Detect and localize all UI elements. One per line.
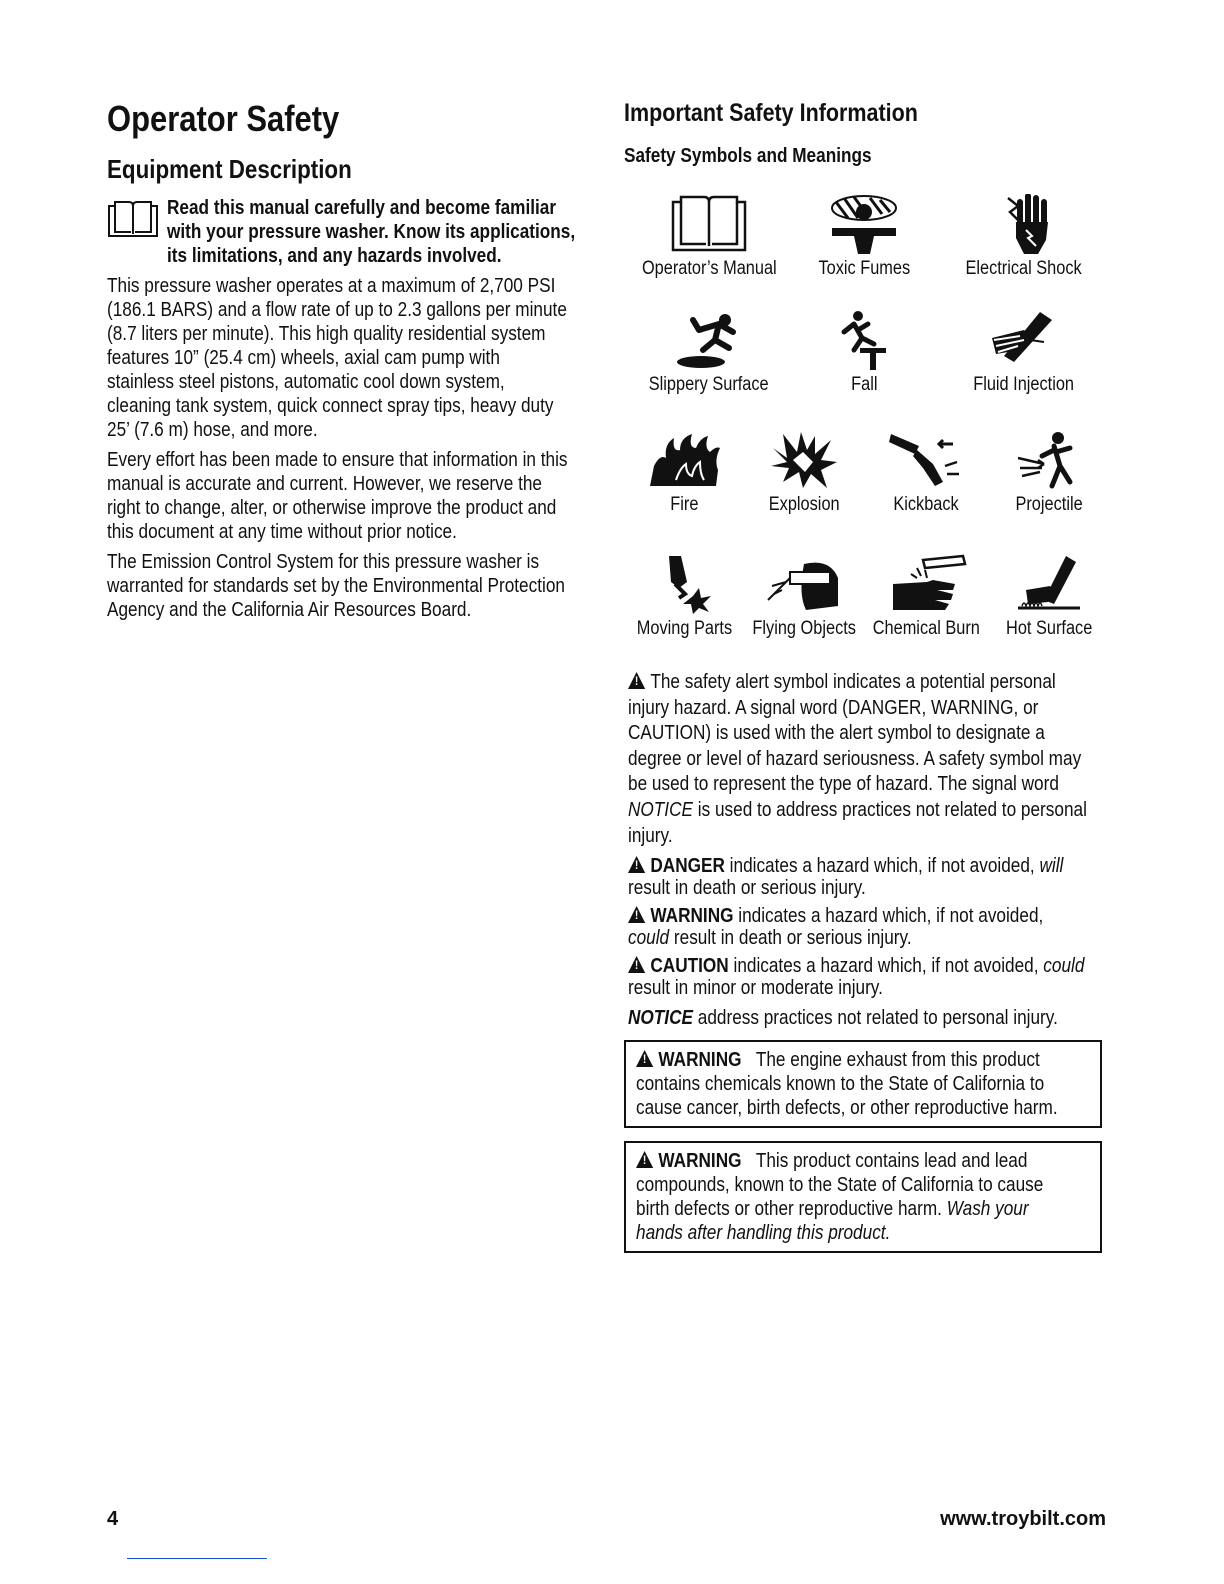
signal-word: NOTICE (628, 1007, 693, 1030)
caution-definition (628, 955, 1087, 999)
text-line: compounds, known to the State of California to cause (636, 1174, 1044, 1196)
emission-paragraph (107, 550, 565, 622)
text-line: This pressure washer operates at a maximum of 2,700 PSI (107, 275, 556, 297)
text-span: This product contains lead and lead (755, 1150, 1028, 1172)
symbol-label: Operator’s Manual (641, 258, 777, 279)
page-title: Operator Safety (107, 98, 340, 139)
symbol-kickback (864, 430, 989, 516)
emphasis: Wash your (946, 1198, 1029, 1220)
safety-alert-icon (636, 1151, 653, 1168)
text-line: CAUTION) is used with the alert symbol to designate a (628, 722, 1045, 745)
safety-alert-icon (636, 1050, 653, 1067)
text-line: degree or level of hazard seriousness. A safety symbol may (628, 747, 1082, 770)
lead-line: Read this manual carefully and become familiar (167, 197, 557, 219)
symbol-projectile (989, 430, 1109, 516)
signal-word: WARNING (650, 905, 734, 928)
emphasis: will (1039, 855, 1064, 878)
text-line: injury hazard. A signal word (DANGER, WARNING, or (628, 696, 1039, 719)
section-heading-safety-info: Important Safety Information (624, 99, 918, 127)
symbol-row (624, 554, 1109, 654)
safety-alert-icon (628, 906, 645, 923)
fluid-injection-icon (984, 310, 1064, 370)
text-line: The Emission Control System for this pressure washer is (107, 551, 540, 573)
text-line: manual is accurate and current. However, we reserve the (107, 473, 542, 495)
text-line: Every effort has been made to ensure that information in this (107, 449, 568, 471)
moving-parts-icon (649, 554, 719, 614)
signal-word: CAUTION (650, 955, 729, 978)
symbol-label: Toxic Fumes (818, 258, 910, 279)
symbol-row (624, 430, 1109, 530)
text-span: address practices not related to personal injury. (692, 1007, 1058, 1030)
symbol-hot-surface (989, 554, 1109, 640)
symbol-moving-parts (624, 554, 744, 640)
text-line: injury. (628, 824, 673, 847)
text-span: result in minor or moderate injury. (628, 977, 883, 1000)
emphasis: could (628, 927, 670, 950)
symbol-operators-manual (624, 194, 794, 280)
toxic-fumes-icon (824, 194, 904, 254)
symbol-electrical-shock (944, 194, 1104, 280)
danger-definition (628, 855, 1087, 899)
text-span: result in death or serious injury. (628, 877, 866, 900)
text-line: right to change, alter, or otherwise improve the product and (107, 497, 557, 519)
text-span: indicates a hazard which, if not avoided, (733, 905, 1044, 928)
symbol-explosion (744, 430, 864, 516)
electrical-shock-icon (984, 194, 1064, 254)
safety-alert-icon (628, 672, 645, 689)
symbol-fire (624, 430, 744, 516)
footnote-rule (127, 1558, 267, 1559)
symbol-label: Fluid Injection (973, 374, 1075, 395)
text-span: indicates a hazard which, if not avoided, (728, 955, 1044, 978)
safety-alert-icon (628, 956, 645, 973)
text-line: cleaning tank system, quick connect spray tips, heavy duty (107, 395, 554, 417)
lead-line: its limitations, and any hazards involved. (167, 245, 502, 267)
text-span: The engine exhaust from this product (755, 1049, 1040, 1071)
symbol-label: Chemical Burn (872, 618, 981, 639)
page-number: 4 (107, 1508, 119, 1530)
website-link[interactable]: www.troybilt.com (940, 1508, 1106, 1530)
warning-box-exhaust (624, 1040, 1102, 1128)
text-span: indicates a hazard which, if not avoided, (724, 855, 1040, 878)
symbol-chemical-burn (864, 554, 989, 640)
symbol-fluid-injection (944, 310, 1104, 396)
symbol-label: Kickback (893, 494, 960, 515)
manual-book-icon (107, 200, 159, 240)
subheading-symbols: Safety Symbols and Meanings (624, 145, 872, 167)
right-column (624, 98, 1109, 1244)
symbol-label: Hot Surface (1005, 618, 1093, 639)
text-line: contains chemicals known to the State of California to (636, 1073, 1045, 1095)
signal-word: WARNING (658, 1049, 742, 1071)
description-paragraph (107, 274, 567, 442)
fire-icon (646, 430, 722, 490)
text-line: 25’ (7.6 m) hose, and more. (107, 419, 318, 441)
symbol-label: Flying Objects (752, 618, 856, 639)
notice-word: NOTICE (628, 798, 693, 821)
text-line: (186.1 BARS) and a flow rate of up to 2.3 gallons per minute (107, 299, 567, 321)
text-line: warranted for standards set by the Environmental Protection (107, 575, 565, 597)
symbol-label: Electrical Shock (965, 258, 1083, 279)
text-line: this document at any time without prior notice. (107, 521, 457, 543)
left-column (107, 98, 592, 622)
warning-definition (628, 905, 1087, 949)
symbol-fall (784, 310, 944, 396)
symbol-slippery-surface (624, 310, 794, 396)
fall-icon (824, 310, 904, 370)
symbol-label: Projectile (1015, 494, 1083, 515)
emphasis: could (1043, 955, 1085, 978)
signal-word: DANGER (650, 855, 725, 878)
symbol-flying-objects (744, 554, 864, 640)
text-line: features 10” (25.4 cm) wheels, axial cam pump with (107, 347, 500, 369)
safety-alert-icon (628, 856, 645, 873)
text-line: cause cancer, birth defects, or other reproductive harm. (636, 1097, 1058, 1119)
text-span: result in death or serious injury. (669, 927, 912, 950)
symbol-row (624, 194, 1109, 294)
text-line: The safety alert symbol indicates a potential personal (650, 671, 1056, 693)
manual-book-icon (669, 194, 749, 254)
disclaimer-paragraph (107, 448, 568, 544)
text-line: (8.7 liters per minute). This high quality residential system (107, 323, 546, 345)
symbol-label: Explosion (768, 494, 840, 515)
emphasis: hands after handling this product. (636, 1222, 891, 1244)
explosion-icon (769, 430, 839, 490)
symbol-toxic-fumes (784, 194, 944, 280)
slippery-surface-icon (669, 310, 749, 370)
symbol-label: Moving Parts (636, 618, 732, 639)
text-line: stainless steel pistons, automatic cool down system, (107, 371, 505, 393)
lead-paragraph (107, 196, 592, 268)
section-heading-equipment: Equipment Description (107, 154, 352, 184)
flying-objects-icon (764, 554, 844, 614)
kickback-icon (887, 430, 967, 490)
text-span: birth defects or other reproductive harm. (636, 1198, 947, 1220)
notice-definition (628, 1007, 1087, 1029)
symbol-label: Fire (669, 494, 699, 515)
text-line: is used to address practices not related to personal (692, 798, 1087, 821)
text-line: be used to represent the type of hazard. The signal word (628, 773, 1059, 796)
symbol-label: Slippery Surface (649, 374, 769, 395)
lead-line: with your pressure washer. Know its applications, (167, 221, 576, 243)
hot-surface-icon (1014, 554, 1084, 614)
text-line: Agency and the California Air Resources Board. (107, 599, 472, 621)
projectile-icon (1014, 430, 1084, 490)
symbol-row (624, 310, 1109, 410)
symbol-label: Fall (850, 374, 878, 395)
signal-word: WARNING (658, 1150, 742, 1172)
safety-alert-paragraph (628, 670, 1087, 1029)
chemical-burn-icon (887, 554, 967, 614)
warning-box-lead (624, 1141, 1102, 1253)
